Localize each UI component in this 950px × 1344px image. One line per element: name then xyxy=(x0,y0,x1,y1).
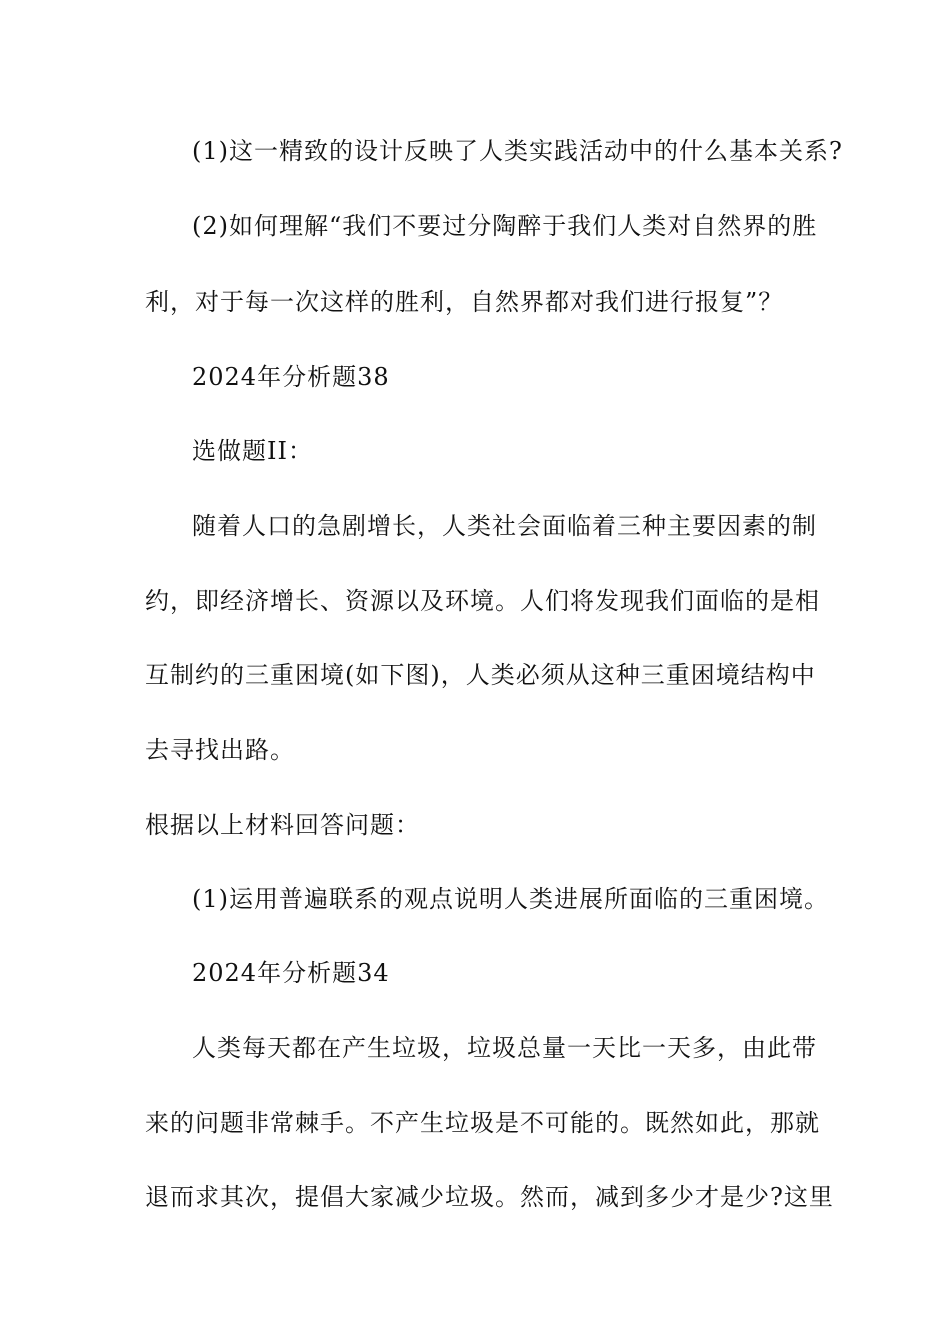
paragraph-1-line-3: 互制约的三重困境(如下图)，人类必须从这种三重困境结构中 xyxy=(145,661,816,689)
paragraph-1-line-2: 约，即经济增长、资源以及环境。人们将发现我们面临的是相 xyxy=(145,587,820,615)
section-heading-38: 2024年分析题38 xyxy=(192,363,390,391)
optional-question-heading: 选做题II： xyxy=(192,437,313,465)
question-2-text-line-1: (2)如何理解“我们不要过分陶醉于我们人类对自然界的胜 xyxy=(192,212,818,240)
question-2-text-line-2: 利，对于每一次这样的胜利，自然界都对我们进行报复”？ xyxy=(145,288,784,316)
paragraph-2-line-3: 退而求其次，提倡大家减少垃圾。然而，减到多少才是少?这里 xyxy=(145,1183,834,1211)
answer-instruction: 根据以上材料回答问题： xyxy=(145,811,420,839)
paragraph-1-line-4: 去寻找出路。 xyxy=(145,736,295,764)
paragraph-2-line-1: 人类每天都在产生垃圾，垃圾总量一天比一天多，由此带 xyxy=(192,1034,817,1062)
section-heading-34: 2024年分析题34 xyxy=(192,959,390,987)
paragraph-1-line-1: 随着人口的急剧增长，人类社会面临着三种主要因素的制 xyxy=(192,512,817,540)
question-1-text: (1)这一精致的设计反映了人类实践活动中的什么基本关系? xyxy=(192,137,843,165)
paragraph-2-line-2: 来的问题非常棘手。不产生垃圾是不可能的。既然如此，那就 xyxy=(145,1109,820,1137)
question-triple-dilemma: (1)运用普遍联系的观点说明人类进展所面临的三重困境。 xyxy=(192,885,829,913)
